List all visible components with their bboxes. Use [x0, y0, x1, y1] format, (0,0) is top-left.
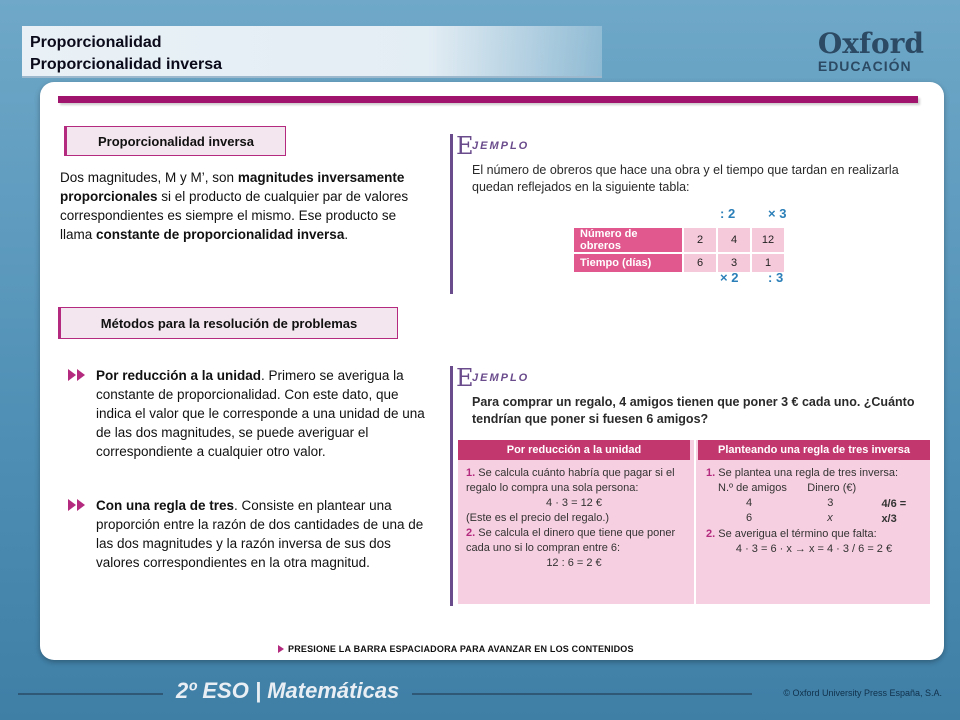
oxford-logo	[817, 27, 924, 74]
def-text-c: si el producto de cualquier par de valores correspondientes es siempre el mismo. Ese producto se llama	[60, 189, 409, 242]
bullet-body: . Primero se averigua la constante de proporcionalidad. Con este dato, que indica el valor que le corresponde a una unidad de una de las dos magnitudes, se puede averiguar el correspondiente a cualquier otro valor.	[96, 368, 425, 459]
example-table	[572, 226, 786, 274]
title-banner	[22, 26, 602, 78]
bullet-body: . Consiste en plantear una proporción entre la razón de dos cantidades de una de las dos magnitudes y la razón inversa de sus dos valores correspondientes en la otra magnitud.	[96, 498, 424, 570]
step-text: Se plantea una regla de tres inversa:	[718, 467, 899, 479]
double-arrow-icon	[68, 369, 90, 381]
step-text: Se calcula el dinero que tiene que poner cada uno si lo compran entre 6:	[466, 527, 676, 554]
def-text-b: magnitudes inversamente proporcionales	[60, 170, 405, 204]
step-num: 1.	[706, 467, 716, 479]
step-text: Se calcula cuánto habría que pagar si el regalo lo compra una sola persona:	[466, 467, 675, 494]
op-top-right: × 3	[768, 206, 787, 221]
example-heading: JEMPLO	[472, 140, 530, 152]
course-brand: 2º ESO | Matemáticas	[176, 678, 400, 703]
rule-head-a: N.º de amigos	[718, 482, 787, 494]
footer-rule-left	[18, 693, 163, 695]
step-calc: 4 · 3 = 12 €	[546, 497, 602, 509]
solution-box	[458, 440, 930, 604]
subtopic-title: Proporcionalidad inversa	[30, 56, 223, 73]
example-letter: E	[456, 132, 474, 160]
accent-bar	[58, 96, 918, 103]
solution-col-reduccion	[458, 440, 690, 604]
col-body	[698, 460, 930, 563]
example-question: Para comprar un regalo, 4 amigos tienen que poner 3 € cada uno. ¿Cuánto tendrían que poner si fuesen 6 amigos?	[472, 395, 915, 426]
advance-hint	[278, 644, 634, 654]
advance-hint-text: PRESIONE LA BARRA ESPACIADORA PARA AVANZAR EN LOS CONTENIDOS	[288, 644, 634, 654]
table-cell: 1	[752, 254, 784, 272]
col-body	[458, 460, 690, 577]
content-card	[40, 82, 944, 660]
table-row	[574, 228, 784, 252]
double-arrow-icon	[68, 499, 90, 511]
step-num: 2.	[466, 527, 476, 539]
table-cell: 2	[684, 228, 716, 252]
op-top-left: : 2	[720, 206, 736, 221]
section-label-inversa: Proporcionalidad inversa	[64, 126, 286, 156]
solution-col-regla	[698, 440, 930, 604]
logo-sub: EDUCACIÓN	[817, 58, 912, 74]
step-note: (Este es el precio del regalo.)	[466, 512, 610, 524]
section-label-metodos: Métodos para la resolución de problemas	[58, 307, 398, 339]
example-letter: E	[456, 364, 474, 392]
definition-paragraph	[60, 168, 410, 244]
def-text-a: Dos magnitudes, M y M’, son	[60, 170, 238, 185]
col-header: Por reducción a la unidad	[458, 440, 690, 460]
step-calc: 12 : 6 = 2 €	[546, 557, 602, 569]
bullet-text	[96, 496, 428, 572]
example-heading: JEMPLO	[472, 372, 530, 384]
table-row	[574, 254, 784, 272]
example-1	[450, 134, 940, 294]
step-calc: 4 · 3 = 6 · x → x = 4 · 3 / 6 = 2 €	[735, 543, 893, 555]
topic-title: Proporcionalidad	[30, 34, 162, 51]
logo-brand: Oxford	[817, 27, 924, 60]
example-2	[450, 366, 940, 606]
table-cell: 4	[718, 228, 750, 252]
step-text: Se averigua el término que falta:	[718, 528, 877, 540]
step-num: 2.	[706, 528, 716, 540]
play-triangle-icon	[278, 645, 284, 653]
rule-cell: 3	[827, 497, 834, 509]
op-bottom-left: × 2	[720, 270, 739, 285]
rule-proportion: 4/6 = x/3	[881, 498, 907, 525]
bullet-regla-de-tres	[68, 496, 428, 596]
rule-cell: x	[827, 512, 833, 524]
table-cell: 6	[684, 254, 716, 272]
col-header: Planteando una regla de tres inversa	[698, 440, 930, 460]
def-text-e: .	[344, 227, 349, 242]
bullet-text	[96, 366, 428, 461]
rule-head-b: Dinero (€)	[807, 482, 857, 494]
table-cell: 3	[718, 254, 750, 272]
rule-cell: 4	[746, 497, 753, 509]
copyright: © Oxford University Press España, S.A.	[783, 688, 942, 698]
rule-cell: 6	[746, 512, 753, 524]
def-text-d: constante de proporcionalidad inversa	[96, 227, 345, 242]
bullet-bold: Por reducción a la unidad	[96, 368, 262, 383]
table-cell: 12	[752, 228, 784, 252]
col-divider	[694, 440, 696, 604]
footer-rule-right	[412, 693, 752, 695]
example-question: El número de obreros que hace una obra y el tiempo que tardan en realizarla quedan reflejados en la siguiente tabla:	[472, 163, 899, 194]
row-label: Número de obreros	[574, 228, 682, 252]
step-num: 1.	[466, 467, 476, 479]
bullet-bold: Con una regla de tres	[96, 498, 235, 513]
op-bottom-right: : 3	[768, 270, 784, 285]
example-rule	[450, 366, 453, 606]
row-label: Tiempo (días)	[574, 254, 682, 272]
bullet-reduccion	[68, 366, 428, 486]
example-rule	[450, 134, 453, 294]
